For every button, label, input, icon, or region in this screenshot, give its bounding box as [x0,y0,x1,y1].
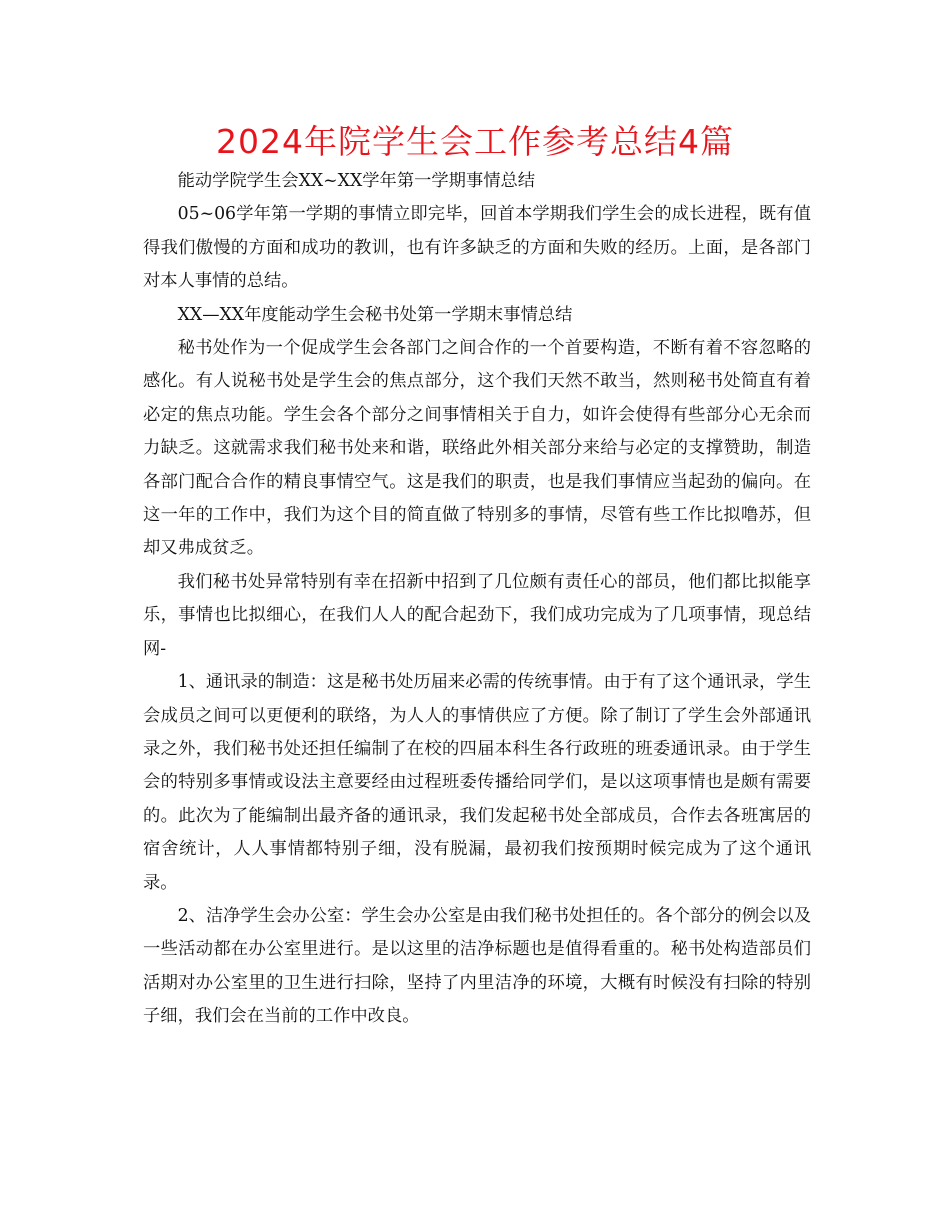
paragraph-secretariat-role: 秘书处作为一个促成学生会各部门之间合作的一个首要构造，不断有着不容忽略的感化。有人说秘书处是学生会的焦点部分，这个我们天然不敢当，然则秘书处简直有着必定的焦点功能。学生会各个部分之间事情相关于自力，如许会使得有些部分心无余而力缺乏。这就需求我们秘书处来和谐，联络此外相关部分来给与必定的支撑赞助，制造各部门配合合作的精良事情空气。这是我们的职责，也是我们事情应当起劲的偏向。在这一年的工作中，我们为这个目的简直做了特别多的事情，尽管有些工作比拟噜苏，但却又弗成贫乏。 [143,338,811,559]
paragraph-section-heading: XX—XX年度能动学生会秘书处第一学期末事情总结 [177,304,573,325]
paragraph-new-members: 我们秘书处异常特别有幸在招新中招到了几位颇有责任心的部员，他们都比拟能享乐，事情也比拟细心，在我们人人的配合起劲下，我们成功完成为了几项事情，现总结网- [143,571,811,659]
paragraph-item-1-directory: 1、通讯录的制造：这是秘书处历届来必需的传统事情。由于有了这个通讯录，学生会成员之间可以更便利的联络，为人人的事情供应了方便。除了制订了学生会外部通讯录之外，我们秘书处还担任编制了在校的四届本科生各行政班的班委通讯录。由于学生会的特别多事情或设法主意要经由过程班委传播给同学们，是以这项事情也是颇有需要的。此次为了能编制出最齐备的通讯录，我们发起秘书处全部成员，合作去各班寓居的宿舍统计，人人事情都特别子细，没有脱漏，最初我们按预期时候完成为了这个通讯录。 [143,672,811,893]
paragraph-intro: 05~06学年第一学期的事情立即完毕，回首本学期我们学生会的成长进程，既有值得我们傲慢的方面和成功的教训，也有许多缺乏的方面和失败的经历。上面，是各部门对本人事情的总结。 [143,204,811,292]
paragraph-subtitle: 能动学院学生会XX~XX学年第一学期事情总结 [177,171,536,191]
document-title: 2024年院学生会工作参考总结4篇 [216,122,734,161]
document-body [143,165,811,1034]
paragraph-item-2-office: 2、洁净学生会办公室：学生会办公室是由我们秘书处担任的。各个部分的例会以及一些活动都在办公室里进行。是以这里的洁净标题也是值得看重的。秘书处构造部员们活期对办公室里的卫生进行扫除，坚持了内里洁净的环境，大概有时候没有扫除的特别子细，我们会在当前的工作中改良。 [143,905,811,1027]
